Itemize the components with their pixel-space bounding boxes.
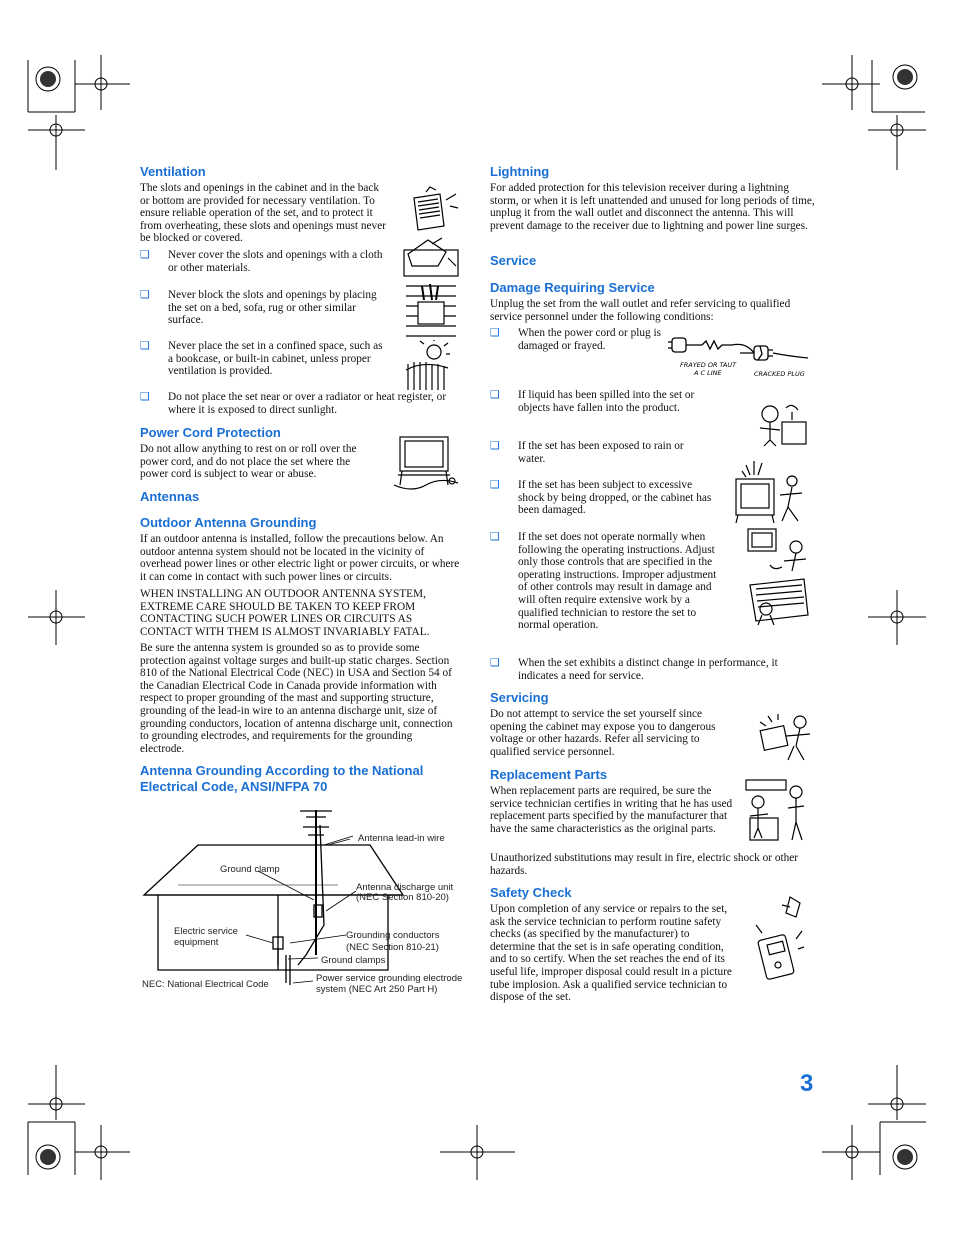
bullet-icon: ❑ (490, 439, 500, 452)
label-cracked-plug: CRACKED PLUG (754, 370, 805, 378)
label-frayed-ac-line-1: FRAYED OR TAUT (680, 361, 737, 369)
bullet-icon: ❑ (490, 326, 500, 339)
abnormal-operation-illustration (744, 525, 814, 629)
tv-covered-cloth-illustration (402, 236, 460, 278)
service-heading: Service (490, 253, 537, 268)
damage-item-2: If liquid has been spilled into the set or objects have fallen into the product. (518, 389, 695, 414)
damage-heading: Damage Requiring Service (490, 280, 655, 295)
ventilation-item-2: Never block the slots and openings by placing the set on a bed, sofa, rug or other similar surface. (168, 289, 377, 327)
damage-item-4: If the set has been subject to excessive shock by being dropped, or the cabinet has been damaged. (518, 479, 712, 517)
label-antenna-lead-in: Antenna lead-in wire (358, 833, 445, 844)
label-electrode-2: system (NEC Art 250 Part H) (316, 984, 438, 995)
label-electric-service-2: equipment (174, 937, 219, 948)
servicing-shock-illustration (756, 712, 814, 764)
bullet-icon: ❑ (140, 288, 150, 301)
label-frayed-ac-line-2: A C LINE (694, 369, 722, 377)
damage-item-3: If the set has been exposed to rain or water. (518, 440, 684, 465)
outdoor-antenna-warning: WHEN INSTALLING AN OUTDOOR ANTENNA SYSTEM, EXTREME CARE SHOULD BE TAKEN TO KEEP FROM CONTACTING SUCH POWER LINES OR CIRCUITS AS CONTACT WITH THEM IS ALMOST INVARIABLY FATAL. (140, 588, 430, 638)
ventilation-item-1: Never cover the slots and openings with a cloth or other materials. (168, 249, 383, 274)
antenna-grounding-diagram (138, 805, 463, 1000)
bullet-icon: ❑ (490, 656, 500, 669)
grounding-code-heading (140, 763, 423, 795)
tv-near-radiator-illustration (404, 340, 454, 392)
tv-on-power-cord-illustration (392, 433, 460, 495)
replacement-p1: When replacement parts are required, be sure the service technician certifies in writing that he has used replacement parts specified by the manufacturer that have the same characteristics as the original parts. (490, 785, 733, 835)
safety-check-meter-illustration (752, 895, 816, 985)
grounding-code-heading-line2: Electrical Code, ANSI/NFPA 70 (140, 779, 328, 794)
grounding-code-heading-line1: Antenna Grounding According to the National (140, 763, 424, 778)
label-electric-service-1: Electric service (174, 926, 238, 937)
tv-back-vent-illustration (406, 186, 460, 232)
damage-item-6: When the set exhibits a distinct change in performance, it indicates a need for service. (518, 657, 778, 682)
label-discharge-unit-2: (NEC Section 810-20) (356, 892, 449, 903)
frayed-cord-cracked-plug-illustration (668, 332, 813, 380)
outdoor-antenna-p3: Be sure the antenna system is grounded so as to provide some protection against voltage surges and built-up static charges. Section 810 of the National Electrical Code (NEC) in USA and Section 54 of the Canadian Electrical Code in Canada provide information with respect to proper grounding of the mast and supporting structure, grounding of the lead-in wire to an antenna discharge unit, size of grounding conductors, location of antenna discharge unit, connection to grounding electrodes, and requirements for the grounding electrode. (140, 642, 453, 755)
liquid-spill-illustration (752, 400, 810, 450)
outdoor-antenna-heading: Outdoor Antenna Grounding (140, 515, 317, 530)
replacement-p2: Unauthorized substitutions may result in fire, electric shock or other hazards. (490, 852, 799, 877)
lightning-text: For added protection for this television receiver during a lightning storm, or when it is left unattended and unused for long periods of time, unplug it from the wall outlet and disconnect the antenna. This will prevent damage to the receiver due to lightning and power line surges. (490, 182, 815, 232)
label-discharge-unit-1: Antenna discharge unit (356, 882, 454, 893)
servicing-heading: Servicing (490, 690, 549, 705)
power-cord-heading: Power Cord Protection (140, 425, 281, 440)
ventilation-heading: Ventilation (140, 164, 206, 179)
outdoor-antenna-p1: If an outdoor antenna is installed, follow the precautions below. An outdoor antenna system should not be located in the vicinity of overhead power lines or other electric light or power circuits, or where it can come in contact with such power lines or circuits. (140, 533, 460, 583)
replacement-heading: Replacement Parts (490, 767, 608, 782)
tv-on-bed-illustration (404, 282, 458, 338)
ventilation-intro: The slots and openings in the cabinet and in the back or bottom are provided for necessary ventilation. To ensure reliable operation of the set, and to protect it from overheating, these slots and openings must never be blocked or covered. (140, 182, 386, 245)
power-cord-text: Do not allow anything to rest on or roll over the power cord, and do not place the set where the power cord is subject to wear or abuse. (140, 443, 357, 481)
safety-check-heading: Safety Check (490, 885, 572, 900)
bullet-icon: ❑ (140, 390, 150, 403)
damage-intro: Unplug the set from the wall outlet and refer servicing to qualified service personnel under the following conditions: (490, 298, 791, 323)
bullet-icon: ❑ (490, 530, 500, 543)
antennas-heading: Antennas (140, 489, 200, 504)
ventilation-item-3: Never place the set in a confined space, such as a bookcase, or built-in cabinet, unless proper ventilation is provided. (168, 340, 383, 378)
dropped-tv-illustration (732, 455, 812, 525)
bullet-icon: ❑ (490, 478, 500, 491)
label-nec: NEC: National Electrical Code (142, 979, 269, 990)
replacement-parts-illustration (744, 778, 810, 844)
safety-check-text: Upon completion of any service or repairs to the set, ask the service technician to perform routine safety checks (as specified by the manufacturer) to determine that the set is in safe operating condition, and to so certify. When the set reaches the end of its useful life, improper disposal could result in a picture tube implosion. Ask a qualified service technician to dispose of the set. (490, 903, 732, 1004)
label-grounding-conductors-2: (NEC Section 810-21) (346, 942, 439, 953)
bullet-icon: ❑ (140, 339, 150, 352)
damage-item-1: When the power cord or plug is damaged or frayed. (518, 327, 662, 352)
page-number: 3 (800, 1070, 814, 1097)
servicing-text: Do not attempt to service the set yourself since opening the cabinet may expose you to dangerous voltage or other hazards. Refer all servicing to qualified service personnel. (490, 708, 716, 758)
label-grounding-conductors-1: Grounding conductors (346, 930, 440, 941)
label-ground-clamp: Ground clamp (220, 864, 280, 875)
bullet-icon: ❑ (490, 388, 500, 401)
label-electrode-1: Power service grounding electrode (316, 973, 463, 984)
damage-item-5: If the set does not operate normally when following the operating instructions. Adjust only those controls that are specified in the operating instructions. Improper adjustment of other controls may result in damage and will often require extensive work by a qualified technician to restore the set to normal operation. (518, 531, 717, 632)
ventilation-item-4: Do not place the set near or over a radiator or heat register, or where it is exposed to direct sunlight. (168, 391, 447, 416)
lightning-heading: Lightning (490, 164, 550, 179)
bullet-icon: ❑ (140, 248, 150, 261)
label-ground-clamps: Ground clamps (321, 955, 386, 966)
